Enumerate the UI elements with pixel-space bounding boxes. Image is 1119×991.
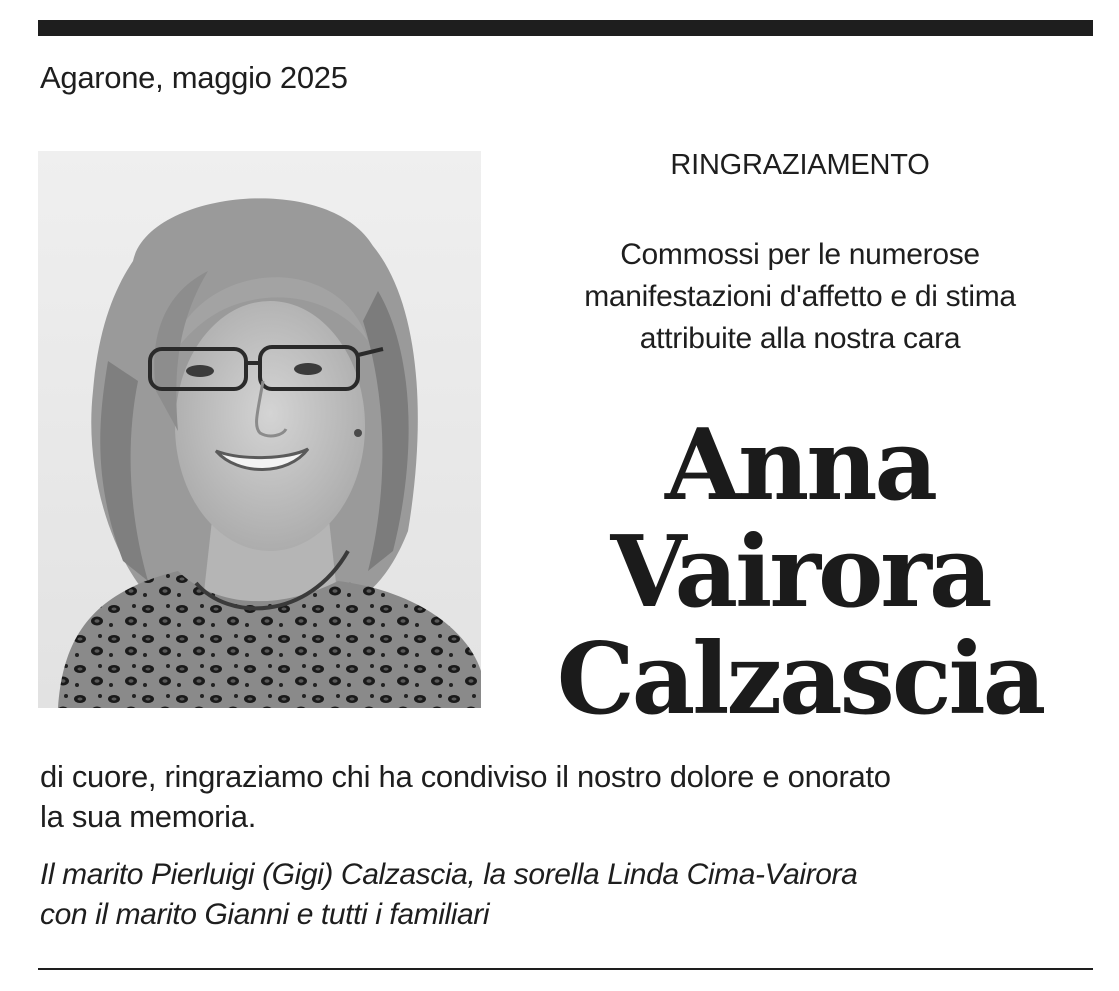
place-date: Agarone, maggio 2025	[40, 60, 348, 95]
intro-line: attribuite alla nostra cara	[639, 322, 961, 355]
intro-text	[500, 234, 1100, 360]
deceased-name	[500, 408, 1100, 737]
first-name: Anna	[664, 408, 936, 523]
top-rule	[38, 20, 1093, 36]
signature-line: con il marito Gianni e tutti i familiari	[40, 898, 490, 931]
thanks-line: la sua memoria.	[40, 799, 257, 834]
intro-line: Commossi per le numerose	[620, 238, 980, 271]
portrait-photo-icon	[38, 151, 481, 708]
notice-heading: RINGRAZIAMENTO	[670, 149, 930, 181]
family-signature	[40, 855, 1090, 935]
thanks-line: di cuore, ringraziamo chi ha condiviso il nostro dolore e onorato	[40, 759, 891, 794]
bottom-rule	[38, 968, 1093, 970]
signature-line: Il marito Pierluigi (Gigi) Calzascia, la sorella Linda Cima-Vairora	[40, 858, 858, 891]
maiden-name: Vairora	[610, 515, 990, 630]
intro-line: manifestazioni d'affetto e di stima	[584, 280, 1016, 313]
thanks-text	[40, 757, 1040, 837]
surname: Calzascia	[556, 622, 1044, 737]
